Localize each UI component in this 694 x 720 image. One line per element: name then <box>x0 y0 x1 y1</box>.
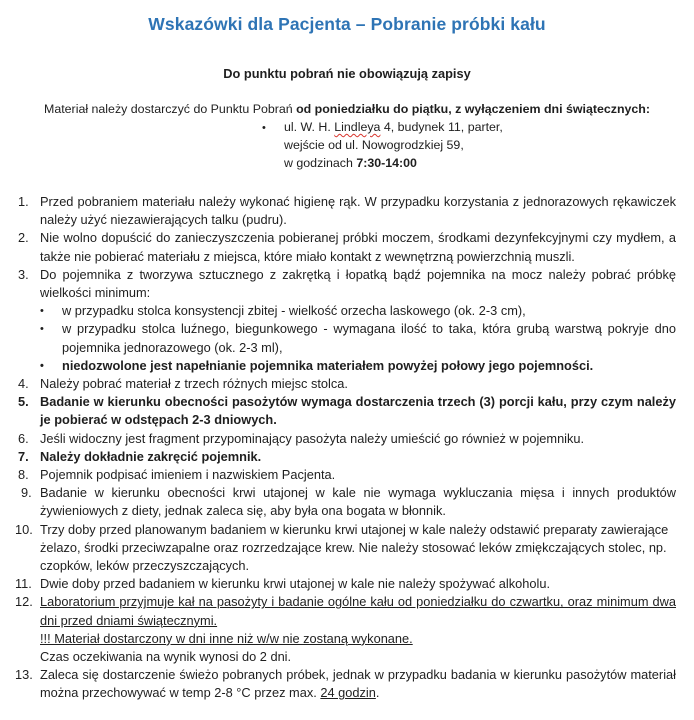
item-number: 13. <box>15 667 33 683</box>
item-text: Zaleca się dostarczenie świeżo pobranych próbek, jednak w przypadku badania w kierunku pasożytów materiał można przechowywać w temp 2-8 °C przez max. 24 godzin. <box>40 667 676 701</box>
list-item-8 <box>18 466 676 484</box>
list-item-9 <box>18 484 676 520</box>
list-item-7 <box>18 448 676 466</box>
list-item-12 <box>15 593 676 666</box>
bullet-icon: • <box>262 122 266 134</box>
item-number: 3. <box>18 266 29 282</box>
sub-bullet-text: niedozwolone jest napełnianie pojemnika materiałem powyżej połowy jego pojemności. <box>62 357 594 373</box>
sub-bullet-text: w przypadku stolca konsystencji zbitej - wielkość orzecha laskowego (ok. 2-3 cm), <box>62 303 526 319</box>
item-number: 11. <box>15 576 32 592</box>
item-text <box>40 593 676 666</box>
item-number: 2. <box>18 230 29 246</box>
sub-bullet-1 <box>18 302 676 320</box>
list-item-1 <box>18 193 676 229</box>
page-title: Wskazówki dla Pacjenta – Pobranie próbki kału <box>148 14 546 34</box>
address-line-3: w godzinach 7:30-14:00 <box>284 156 417 170</box>
item-number: 6. <box>18 430 29 446</box>
item-number: 5. <box>18 394 29 410</box>
item-text: Przed pobraniem materiału należy wykonać higienę rąk. W przypadku korzystania z jednorazowych rękawiczek należy użyć niezawierających talku (pudru). <box>40 194 676 228</box>
address-line-1: ul. W. H. Lindleya 4, budynek 11, parter, <box>284 120 503 134</box>
item-number: 4. <box>18 376 29 392</box>
item-text: Badanie w kierunku obecności pasożytów wymaga dostarczenia trzech (3) porcji kału, przy czym należy je pobierać w odstępach 2-3 dniowych. <box>40 394 676 428</box>
sub-bullet-text: w przypadku stolca luźnego, biegunkowego - wymagana ilość to taka, która grubą warstwą pokryje dno pojemnika jednorazowego (ok. 2-3 ml), <box>62 321 676 355</box>
item-text: Badanie w kierunku obecności krwi utajonej w kale nie wymaga wykluczania mięsa i innych produktów żywieniowych z diety, jednak zaleca się, aby była ona bogata w błonnik. <box>40 485 676 519</box>
address-block <box>262 118 676 172</box>
sub-bullet-3 <box>18 357 676 375</box>
item-text: Pojemnik podpisać imieniem i nazwiskiem Pacjenta. <box>40 467 336 483</box>
item-number: 8. <box>18 467 29 483</box>
instruction-list <box>15 193 676 703</box>
list-item-13 <box>15 666 676 702</box>
item-text: Do pojemnika z tworzywa sztucznego z zakrętką i łopatką bądź pojemnika na mocz należy pobrać próbkę wielkości minimum: <box>40 266 676 301</box>
list-item-5 <box>18 393 676 429</box>
item-number: 7. <box>18 448 29 464</box>
item-text: Należy pobrać materiał z trzech różnych miejsc stolca. <box>40 376 348 392</box>
item-12-plain: Czas oczekiwania na wynik wynosi do 2 dni. <box>40 649 292 665</box>
item-number: 12. <box>15 594 33 610</box>
sub-bullet-2 <box>18 320 676 356</box>
subtitle: Do punktu pobrań nie obowiązują zapisy <box>223 66 471 81</box>
item-text: Jeśli widoczny jest fragment przypominający pasożyta należy umieścić go również w pojemniku. <box>40 430 585 446</box>
opening-hours: 7:30-14:00 <box>356 156 417 170</box>
delivery-bold-part: od poniedziałku do piątku, z wyłączeniem dni świątecznych: <box>296 102 650 116</box>
item-12-underlined-2: !!! Materiał dostarczony w dni inne niż w/w nie zostaną wykonane. <box>40 630 413 646</box>
item-number: 1. <box>18 194 29 209</box>
list-item-2 <box>18 229 676 265</box>
item-text: Należy dokładnie zakręcić pojemnik. <box>40 448 262 464</box>
item-12-underlined-1: Laboratorium przyjmuje kał na pasożyty i badanie ogólne kału od poniedziałku do czwartku, oraz minimum dwa dni przed dniami świątecznymi. <box>40 594 676 628</box>
list-item-11 <box>15 575 676 593</box>
item-text: Trzy doby przed planowanym badaniem w kierunku krwi utajonej w kale należy odstawić preparaty zawierające żelazo, środki przeciwzapalne oraz rozrzedzające krew. Nie należy stosować leków zmiękczających stolec, np. czopków, leków przeczyszczających. <box>40 521 669 574</box>
item-text: Dwie doby przed badaniem w kierunku krwi utajonej w kale nie należy spożywać alkoholu. <box>40 576 551 592</box>
item-text: Nie wolno dopuścić do zanieczyszczenia pobieranej próbki moczem, środkami dezynfekcyjnymi czy mydłem, a także nie pobierać materiału z miejsca, które miało kontakt z wewnętrzną powierzchnią muszli. <box>40 230 676 264</box>
bullet-icon: • <box>40 359 44 372</box>
delivery-line <box>18 102 676 116</box>
misspelled-word: Lindleya <box>334 120 381 134</box>
item-3-sub-bullets <box>18 302 676 375</box>
item-number: 9. <box>21 485 32 501</box>
bullet-icon: • <box>40 323 44 336</box>
list-item-10 <box>15 521 676 576</box>
bullet-icon: • <box>40 305 44 318</box>
list-item-6 <box>18 430 676 448</box>
item-number: 10. <box>15 521 33 537</box>
storage-time-underlined: 24 godzin <box>320 685 376 701</box>
address-line-2: wejście od ul. Nowogrodzkiej 59, <box>284 138 464 152</box>
delivery-prefix: Materiał należy dostarczyć do Punktu Pobrań <box>44 102 297 116</box>
list-item-3 <box>18 266 676 302</box>
list-item-4 <box>18 375 676 393</box>
